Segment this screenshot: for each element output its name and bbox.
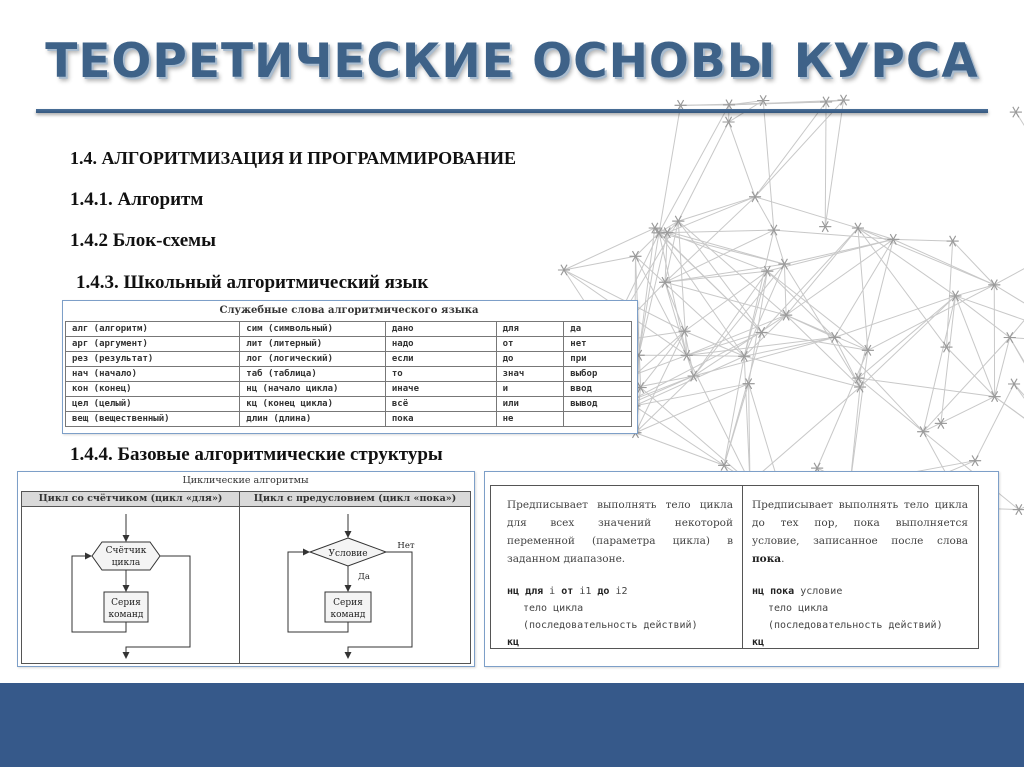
descriptions-table	[490, 485, 979, 649]
keywords-cell: иначе	[385, 382, 496, 397]
heading-algorithm: 1.4.1. Алгоритм	[70, 189, 204, 210]
keywords-cell: нц (начало цикла)	[240, 382, 386, 397]
code-line-1: нц для i от i1 до i2	[507, 586, 628, 597]
descriptions-panel	[484, 471, 999, 667]
code-line-4: кц	[752, 637, 765, 648]
keywords-panel	[62, 300, 638, 434]
heading-flowcharts: 1.4.2 Блок-схемы	[70, 230, 216, 251]
yes-label: Да	[358, 572, 370, 582]
keywords-cell: длин (длина)	[240, 412, 386, 427]
series-label-1b: команд	[108, 610, 144, 620]
keywords-cell: кц (конец цикла)	[240, 397, 386, 412]
footer-bar	[0, 683, 1024, 767]
code-line-2: тело цикла	[768, 603, 829, 614]
keywords-cell: то	[385, 367, 496, 382]
keywords-cell: кон (конец)	[66, 382, 240, 397]
while-loop-header: Цикл с предусловием (цикл «пока»)	[240, 492, 470, 507]
keywords-cell: до	[496, 352, 564, 367]
keywords-cell: вещ (вещественный)	[66, 412, 240, 427]
while-desc-text: Предписывает выполнять тело цикла до тех пор, пока выполняется условие, записанное после слова	[752, 499, 968, 547]
keywords-cell: если	[385, 352, 496, 367]
keywords-row	[66, 412, 632, 427]
counter-loop-code	[507, 583, 698, 651]
keywords-row	[66, 397, 632, 412]
keywords-cell	[564, 412, 632, 427]
keywords-cell: от	[496, 337, 564, 352]
series-label-1a: Серия	[111, 598, 141, 608]
keywords-caption: Служебные слова алгоритмического языка	[219, 305, 479, 316]
code-line-1: нц пока условие	[752, 586, 843, 597]
heading-algorithmization: 1.4. АЛГОРИТМИЗАЦИЯ И ПРОГРАММИРОВАНИЕ	[70, 148, 516, 168]
code-line-2: тело цикла	[523, 603, 584, 614]
code-line-3: (последовательность действий)	[523, 620, 698, 631]
keywords-cell: для	[496, 322, 564, 337]
keywords-cell: да	[564, 322, 632, 337]
title-underline	[36, 109, 988, 113]
keywords-cell: надо	[385, 337, 496, 352]
keywords-cell: при	[564, 352, 632, 367]
keywords-cell: нач (начало)	[66, 367, 240, 382]
while-loop-flowchart	[288, 514, 415, 658]
keywords-cell: лит (литерный)	[240, 337, 386, 352]
condition-label: Условие	[328, 549, 368, 559]
keywords-cell: или	[496, 397, 564, 412]
series-label-2b: команд	[330, 610, 366, 620]
keywords-cell: ввод	[564, 382, 632, 397]
slide-title: ТЕОРЕТИЧЕСКИЕ ОСНОВЫ КУРСА	[45, 34, 979, 89]
flowcharts	[22, 492, 470, 663]
series-label-2a: Серия	[333, 598, 363, 608]
descriptions-divider	[742, 486, 743, 648]
keywords-cell: сим (символьный)	[240, 322, 386, 337]
heading-school-language: 1.4.3. Школьный алгоритмический язык	[76, 272, 429, 293]
keywords-cell: дано	[385, 322, 496, 337]
counter-label-2: цикла	[111, 558, 141, 568]
cycles-caption: Циклические алгоритмы	[182, 475, 309, 486]
keywords-row	[66, 337, 632, 352]
counter-loop-description: Предписывает выполнять тело цикла для всех значений некоторой переменной (параметра цикла) в заданном диапазоне.	[507, 499, 733, 565]
keywords-cell: всё	[385, 397, 496, 412]
keywords-cell: арг (аргумент)	[66, 337, 240, 352]
keywords-cell: не	[496, 412, 564, 427]
keywords-cell: и	[496, 382, 564, 397]
keywords-cell: знач	[496, 367, 564, 382]
while-desc-end: .	[781, 553, 785, 565]
heading-basic-structures: 1.4.4. Базовые алгоритмические структуры	[70, 444, 443, 465]
code-line-3: (последовательность действий)	[768, 620, 943, 631]
keywords-cell: таб (таблица)	[240, 367, 386, 382]
while-desc-keyword: пока	[752, 553, 782, 565]
keywords-row	[66, 352, 632, 367]
keywords-cell: нет	[564, 337, 632, 352]
cycles-panel	[17, 471, 475, 667]
counter-loop-flowchart	[72, 514, 190, 658]
keywords-row	[66, 382, 632, 397]
counter-loop-header: Цикл со счётчиком (цикл «для»)	[22, 492, 239, 507]
keywords-cell: рез (результат)	[66, 352, 240, 367]
keywords-cell: вывод	[564, 397, 632, 412]
keywords-cell: цел (целый)	[66, 397, 240, 412]
keywords-row	[66, 322, 632, 337]
code-line-4: кц	[507, 637, 520, 648]
while-loop-description	[752, 496, 968, 568]
keywords-table	[65, 321, 632, 427]
keywords-row	[66, 367, 632, 382]
keywords-cell: лог (логический)	[240, 352, 386, 367]
counter-label-1: Счётчик	[105, 546, 147, 556]
cycles-grid	[21, 491, 471, 664]
keywords-cell: выбор	[564, 367, 632, 382]
keywords-cell: пока	[385, 412, 496, 427]
no-label: Нет	[397, 541, 415, 551]
while-loop-code	[752, 583, 943, 651]
keywords-cell: алг (алгоритм)	[66, 322, 240, 337]
